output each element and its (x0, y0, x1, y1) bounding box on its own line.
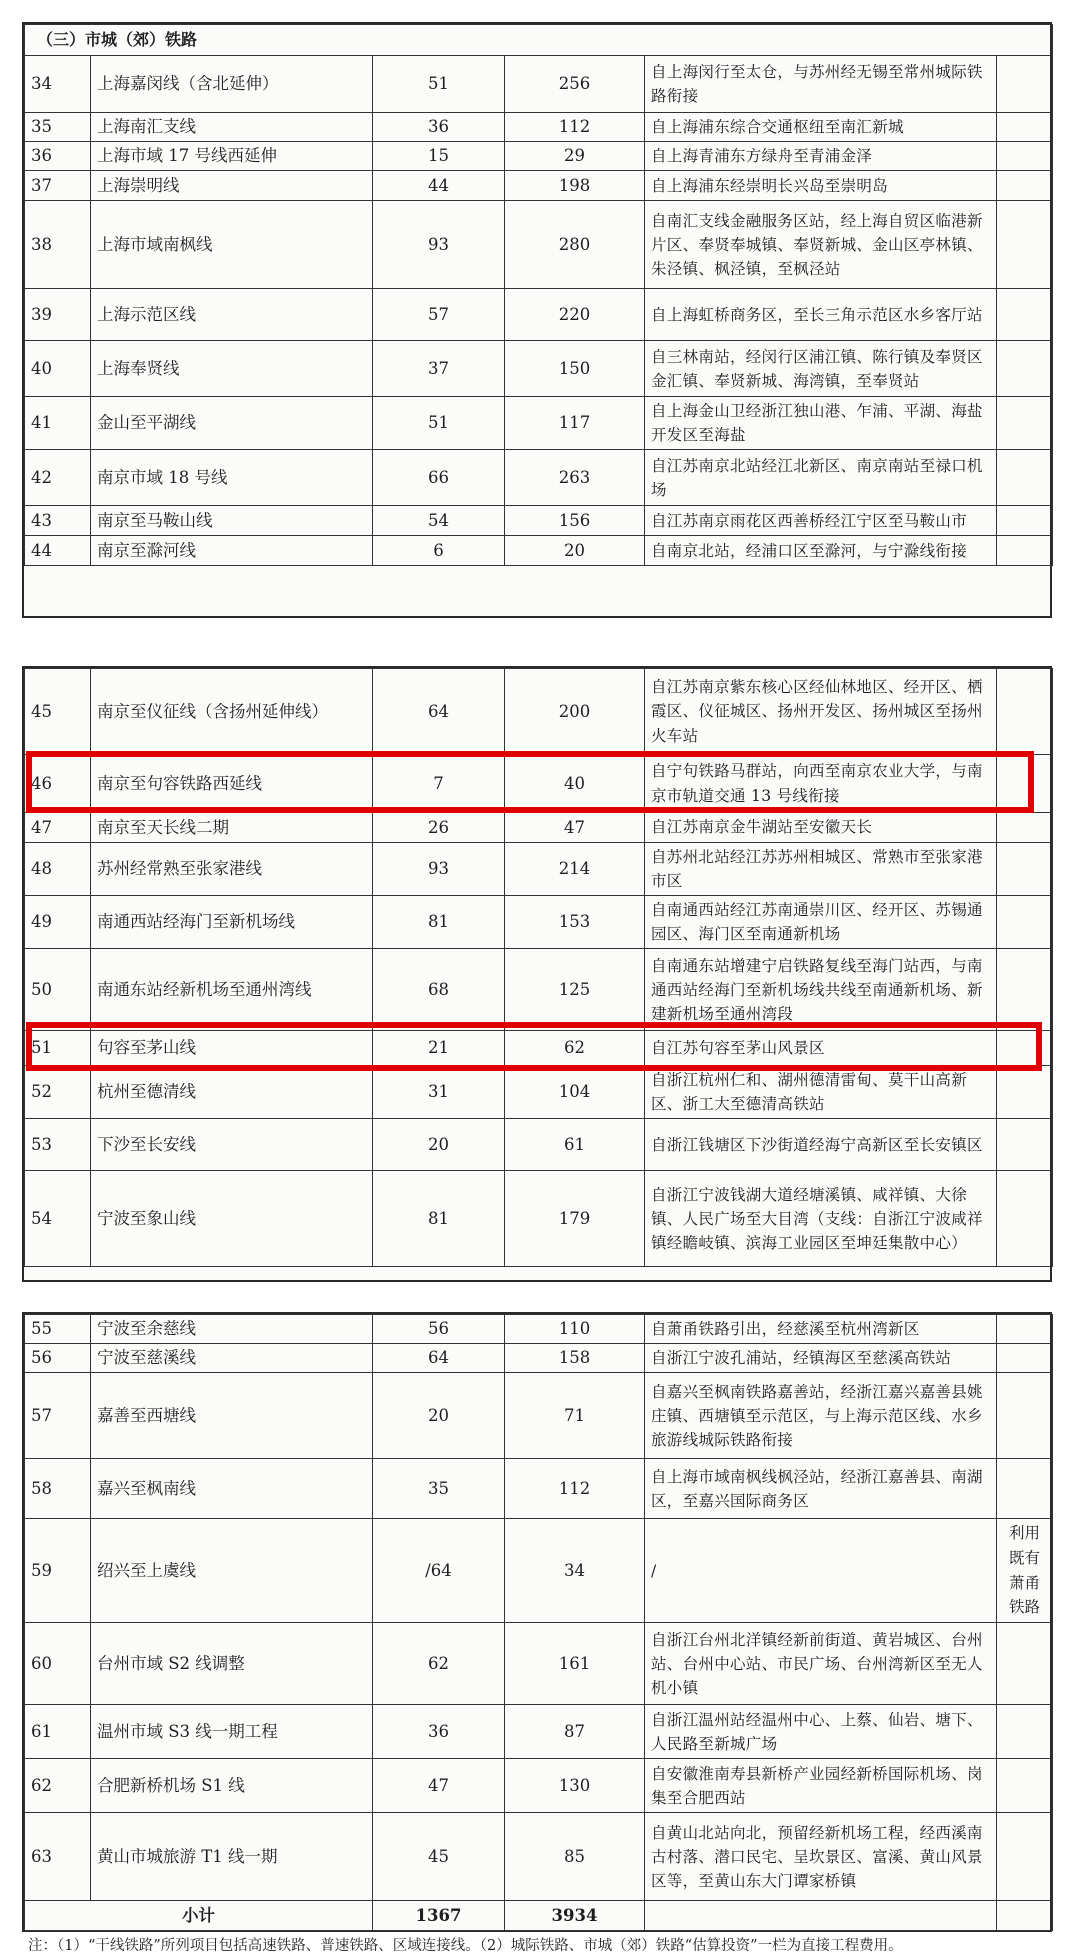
estimated-investment: 104 (505, 1066, 645, 1119)
row-number: 49 (25, 896, 91, 949)
line-length: 7 (373, 755, 505, 813)
table-row (25, 669, 1053, 755)
line-length: 51 (373, 56, 505, 113)
estimated-investment: 62 (505, 1031, 645, 1066)
row-number: 41 (25, 397, 91, 450)
railway-table-1 (24, 24, 1053, 566)
estimated-investment: 110 (505, 1315, 645, 1344)
remarks (997, 113, 1053, 142)
remarks (997, 397, 1053, 450)
table-row (25, 1705, 1053, 1759)
remarks (997, 171, 1053, 201)
line-length: /64 (373, 1519, 505, 1623)
line-length: 45 (373, 1813, 505, 1901)
line-length: 81 (373, 1171, 505, 1267)
remarks (997, 1066, 1053, 1119)
line-length: 35 (373, 1459, 505, 1519)
row-number: 36 (25, 142, 91, 171)
estimated-investment: 71 (505, 1373, 645, 1459)
remarks (997, 1171, 1053, 1267)
remarks (997, 1813, 1053, 1901)
table-row (25, 1315, 1053, 1344)
route-description: 自江苏南京北站经江北新区、南京南站至禄口机场 (645, 450, 997, 506)
section-header-row (25, 25, 1053, 56)
line-length: 20 (373, 1119, 505, 1171)
estimated-investment: 158 (505, 1344, 645, 1373)
row-number: 48 (25, 843, 91, 896)
line-name: 上海崇明线 (91, 171, 373, 201)
subtotal-route-cell (645, 1901, 997, 1931)
route-description: 自上海市域南枫线枫泾站，经浙江嘉善县、南湖区，至嘉兴国际商务区 (645, 1459, 997, 1519)
line-length: 68 (373, 949, 505, 1031)
route-description: 自江苏南京金牛湖站至安徽天长 (645, 813, 997, 843)
table-row (25, 289, 1053, 341)
table-row (25, 1031, 1053, 1066)
row-number: 57 (25, 1373, 91, 1459)
estimated-investment: 256 (505, 56, 645, 113)
table-row (25, 1623, 1053, 1705)
line-name: 句容至茅山线 (91, 1031, 373, 1066)
estimated-investment: 150 (505, 341, 645, 397)
estimated-investment: 117 (505, 397, 645, 450)
table-row (25, 843, 1053, 896)
row-number: 34 (25, 56, 91, 113)
row-number: 42 (25, 450, 91, 506)
route-description: 自南通东站增建宁启铁路复线至海门站西，与南通西站经海门至新机场线共线至南通新机场、新建新机场至通州湾段 (645, 949, 997, 1031)
estimated-investment: 198 (505, 171, 645, 201)
route-description: 自浙江杭州仁和、湖州德清雷甸、莫干山高新区、浙工大至德清高铁站 (645, 1066, 997, 1119)
table-row (25, 813, 1053, 843)
line-name: 宁波至慈溪线 (91, 1344, 373, 1373)
remarks (997, 1623, 1053, 1705)
estimated-investment: 87 (505, 1705, 645, 1759)
line-name: 嘉善至西塘线 (91, 1373, 373, 1459)
table-row (25, 397, 1053, 450)
line-length: 44 (373, 171, 505, 201)
line-name: 南通西站经海门至新机场线 (91, 896, 373, 949)
row-number: 56 (25, 1344, 91, 1373)
table-row (25, 755, 1053, 813)
route-description: 自江苏句容至茅山风景区 (645, 1031, 997, 1066)
line-name: 上海嘉闵线（含北延伸） (91, 56, 373, 113)
route-description: 自嘉兴至枫南铁路嘉善站，经浙江嘉兴嘉善县姚庄镇、西塘镇至示范区，与上海示范区线、水乡旅游线城际铁路衔接 (645, 1373, 997, 1459)
route-description: 自南汇支线金融服务区站，经上海自贸区临港新片区、奉贤奉城镇、奉贤新城、金山区亭林镇、朱泾镇、枫泾镇，至枫泾站 (645, 201, 997, 289)
estimated-investment: 125 (505, 949, 645, 1031)
route-description: 自浙江宁波钱湖大道经塘溪镇、咸祥镇、大徐镇、人民广场至大目湾（支线：自浙江宁波咸祥镇经瞻岐镇、滨海工业园区至坤廷集散中心） (645, 1171, 997, 1267)
line-length: 51 (373, 397, 505, 450)
subtotal-label: 小计 (25, 1901, 373, 1931)
estimated-investment: 263 (505, 450, 645, 506)
route-description: 自浙江温州站经温州中心、上蔡、仙岩、塘下、人民路至新城广场 (645, 1705, 997, 1759)
remarks (997, 813, 1053, 843)
route-description: 自萧甬铁路引出，经慈溪至杭州湾新区 (645, 1315, 997, 1344)
table-row (25, 1813, 1053, 1901)
line-length: 93 (373, 201, 505, 289)
line-name: 南京至天长线二期 (91, 813, 373, 843)
table-row (25, 1066, 1053, 1119)
route-description: 自宁句铁路马群站，向西至南京农业大学，与南京市轨道交通 13 号线衔接 (645, 755, 997, 813)
line-name: 宁波至余慈线 (91, 1315, 373, 1344)
row-number: 40 (25, 341, 91, 397)
subtotal-length: 1367 (373, 1901, 505, 1931)
table-row (25, 536, 1053, 566)
row-number: 60 (25, 1623, 91, 1705)
row-number: 51 (25, 1031, 91, 1066)
table-row (25, 56, 1053, 113)
remarks (997, 1119, 1053, 1171)
row-number: 58 (25, 1459, 91, 1519)
line-name: 上海市域南枫线 (91, 201, 373, 289)
line-length: 21 (373, 1031, 505, 1066)
line-name: 南京至马鞍山线 (91, 506, 373, 536)
estimated-investment: 112 (505, 1459, 645, 1519)
table-row (25, 1459, 1053, 1519)
row-number: 59 (25, 1519, 91, 1623)
table-panel-2 (22, 666, 1052, 1282)
estimated-investment: 280 (505, 201, 645, 289)
line-length: 64 (373, 669, 505, 755)
line-name: 绍兴至上虞线 (91, 1519, 373, 1623)
remarks (997, 289, 1053, 341)
table-row (25, 506, 1053, 536)
line-length: 36 (373, 113, 505, 142)
remarks (997, 1705, 1053, 1759)
line-name: 苏州经常熟至张家港线 (91, 843, 373, 896)
line-name: 合肥新桥机场 S1 线 (91, 1759, 373, 1813)
table-row (25, 1171, 1053, 1267)
line-name: 上海示范区线 (91, 289, 373, 341)
row-number: 50 (25, 949, 91, 1031)
remarks (997, 506, 1053, 536)
line-name: 上海市域 17 号线西延伸 (91, 142, 373, 171)
line-length: 56 (373, 1315, 505, 1344)
route-description: 自上海虹桥商务区，至长三角示范区水乡客厅站 (645, 289, 997, 341)
line-name: 金山至平湖线 (91, 397, 373, 450)
table-row (25, 341, 1053, 397)
line-name: 南京至滁河线 (91, 536, 373, 566)
remarks (997, 536, 1053, 566)
row-number: 45 (25, 669, 91, 755)
table-row (25, 171, 1053, 201)
line-name: 上海南汇支线 (91, 113, 373, 142)
remarks (997, 1315, 1053, 1344)
remarks (997, 843, 1053, 896)
estimated-investment: 29 (505, 142, 645, 171)
remarks (997, 1344, 1053, 1373)
route-description: 自南京北站，经浦口区至滁河，与宁滁线衔接 (645, 536, 997, 566)
estimated-investment: 153 (505, 896, 645, 949)
route-description: 自江苏南京紫东核心区经仙林地区、经开区、栖霞区、仪征城区、扬州开发区、扬州城区至扬州火车站 (645, 669, 997, 755)
line-length: 64 (373, 1344, 505, 1373)
line-name: 上海奉贤线 (91, 341, 373, 397)
line-name: 宁波至象山线 (91, 1171, 373, 1267)
railway-table-3 (24, 1314, 1053, 1931)
row-number: 47 (25, 813, 91, 843)
route-description: 自浙江台州北洋镇经新前街道、黄岩城区、台州站、台州中心站、市民广场、台州湾新区至无人机小镇 (645, 1623, 997, 1705)
section-title: （三）市城（郊）铁路 (25, 25, 1053, 56)
row-number: 61 (25, 1705, 91, 1759)
line-length: 36 (373, 1705, 505, 1759)
route-description: 自黄山北站向北，预留经新机场工程，经西溪南古村落、潜口民宅、呈坎景区、富溪、黄山风景区等，至黄山东大门谭家桥镇 (645, 1813, 997, 1901)
line-length: 47 (373, 1759, 505, 1813)
route-description: 自苏州北站经江苏苏州相城区、常熟市至张家港市区 (645, 843, 997, 896)
table-row (25, 142, 1053, 171)
remarks (997, 1459, 1053, 1519)
route-description: 自上海浦东综合交通枢纽至南汇新城 (645, 113, 997, 142)
remarks (997, 341, 1053, 397)
remarks (997, 201, 1053, 289)
route-description: 自上海闵行至太仓，与苏州经无锡至常州城际铁路衔接 (645, 56, 997, 113)
line-length: 93 (373, 843, 505, 896)
table-row (25, 1344, 1053, 1373)
estimated-investment: 156 (505, 506, 645, 536)
line-length: 31 (373, 1066, 505, 1119)
line-name: 南通东站经新机场至通州湾线 (91, 949, 373, 1031)
line-length: 6 (373, 536, 505, 566)
line-length: 15 (373, 142, 505, 171)
line-length: 66 (373, 450, 505, 506)
footnote: 注：（1）“干线铁路”所列项目包括高速铁路、普速铁路、区域连接线。（2）城际铁路、市城（郊）铁路“估算投资”一栏为直接工程费用。 (28, 1938, 903, 1954)
remarks (997, 755, 1053, 813)
subtotal-row (25, 1901, 1053, 1931)
route-description: 自上海青浦东方绿舟至青浦金泽 (645, 142, 997, 171)
route-description: / (645, 1519, 997, 1623)
route-description: 自浙江钱塘区下沙街道经海宁高新区至长安镇区 (645, 1119, 997, 1171)
estimated-investment: 200 (505, 669, 645, 755)
line-name: 台州市域 S2 线调整 (91, 1623, 373, 1705)
line-length: 62 (373, 1623, 505, 1705)
line-length: 37 (373, 341, 505, 397)
line-length: 81 (373, 896, 505, 949)
line-name: 下沙至长安线 (91, 1119, 373, 1171)
remarks (997, 1759, 1053, 1813)
table-row (25, 949, 1053, 1031)
remarks (997, 669, 1053, 755)
row-number: 54 (25, 1171, 91, 1267)
route-description: 自南通西站经江苏南通崇川区、经开区、苏锡通园区、海门区至南通新机场 (645, 896, 997, 949)
row-number: 63 (25, 1813, 91, 1901)
estimated-investment: 161 (505, 1623, 645, 1705)
remarks (997, 56, 1053, 113)
estimated-investment: 179 (505, 1171, 645, 1267)
railway-table-2 (24, 668, 1053, 1267)
line-length: 20 (373, 1373, 505, 1459)
estimated-investment: 61 (505, 1119, 645, 1171)
remarks (997, 1031, 1053, 1066)
line-name: 杭州至德清线 (91, 1066, 373, 1119)
table-panel-1 (22, 22, 1052, 618)
table-row (25, 1119, 1053, 1171)
row-number: 37 (25, 171, 91, 201)
route-description: 自安徽淮南寿县新桥产业园经新桥国际机场、岗集至合肥西站 (645, 1759, 997, 1813)
estimated-investment: 85 (505, 1813, 645, 1901)
row-number: 46 (25, 755, 91, 813)
subtotal-note-cell (997, 1901, 1053, 1931)
row-number: 52 (25, 1066, 91, 1119)
row-number: 55 (25, 1315, 91, 1344)
row-number: 38 (25, 201, 91, 289)
line-name: 南京市域 18 号线 (91, 450, 373, 506)
estimated-investment: 214 (505, 843, 645, 896)
estimated-investment: 40 (505, 755, 645, 813)
route-description: 自上海浦东经崇明长兴岛至崇明岛 (645, 171, 997, 201)
line-length: 26 (373, 813, 505, 843)
row-number: 44 (25, 536, 91, 566)
table-row (25, 1519, 1053, 1623)
remarks (997, 896, 1053, 949)
line-name: 南京至仪征线（含扬州延伸线） (91, 669, 373, 755)
table-row (25, 201, 1053, 289)
line-name: 温州市域 S3 线一期工程 (91, 1705, 373, 1759)
estimated-investment: 112 (505, 113, 645, 142)
remarks (997, 142, 1053, 171)
row-number: 53 (25, 1119, 91, 1171)
route-description: 自上海金山卫经浙江独山港、乍浦、平湖、海盐开发区至海盐 (645, 397, 997, 450)
table-row (25, 450, 1053, 506)
remarks (997, 450, 1053, 506)
table-row (25, 1759, 1053, 1813)
line-name: 南京至句容铁路西延线 (91, 755, 373, 813)
table-panel-3 (22, 1312, 1052, 1932)
estimated-investment: 130 (505, 1759, 645, 1813)
row-number: 39 (25, 289, 91, 341)
estimated-investment: 220 (505, 289, 645, 341)
table-row (25, 896, 1053, 949)
estimated-investment: 20 (505, 536, 645, 566)
row-number: 35 (25, 113, 91, 142)
line-name: 黄山市城旅游 T1 线一期 (91, 1813, 373, 1901)
estimated-investment: 47 (505, 813, 645, 843)
table-row (25, 113, 1053, 142)
row-number: 62 (25, 1759, 91, 1813)
remarks: 利用既有萧甬铁路 (997, 1519, 1053, 1623)
route-description: 自三林南站，经闵行区浦江镇、陈行镇及奉贤区金汇镇、奉贤新城、海湾镇，至奉贤站 (645, 341, 997, 397)
table-row (25, 1373, 1053, 1459)
row-number: 43 (25, 506, 91, 536)
line-length: 54 (373, 506, 505, 536)
line-length: 57 (373, 289, 505, 341)
subtotal-investment: 3934 (505, 1901, 645, 1931)
route-description: 自浙江宁波孔浦站，经镇海区至慈溪高铁站 (645, 1344, 997, 1373)
line-name: 嘉兴至枫南线 (91, 1459, 373, 1519)
route-description: 自江苏南京雨花区西善桥经江宁区至马鞍山市 (645, 506, 997, 536)
remarks (997, 1373, 1053, 1459)
estimated-investment: 34 (505, 1519, 645, 1623)
remarks (997, 949, 1053, 1031)
